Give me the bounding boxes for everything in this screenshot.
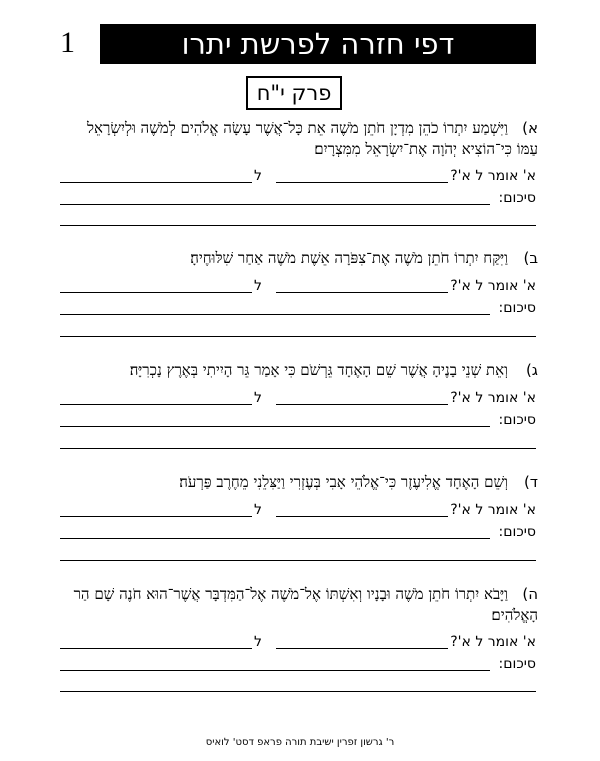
- answer-line-speaker[interactable]: [60, 648, 252, 649]
- page-title: דפי חזרה לפרשת יתרו: [100, 24, 536, 64]
- question-label: א' אומר ל א'?: [450, 502, 536, 518]
- footer-credit: ר' גרשון זפרין ישיבת תורה פראפ דסט' לואיס: [205, 737, 395, 748]
- question-label: א' אומר ל א'?: [450, 634, 536, 650]
- question-mid-word: ל: [254, 390, 262, 406]
- summary-line-1[interactable]: [60, 314, 490, 315]
- summary-line-1[interactable]: [60, 670, 490, 671]
- answer-line-speaker[interactable]: [60, 292, 252, 293]
- verse-text: [62, 360, 538, 381]
- verse-letter: ה): [522, 585, 538, 603]
- answer-line-listener[interactable]: [276, 648, 448, 649]
- summary-label: סיכום:: [498, 412, 536, 428]
- question-mid-word: ל: [254, 634, 262, 650]
- verse-text: [62, 118, 538, 160]
- question-mid-word: ל: [254, 168, 262, 184]
- verse-letter: ג): [525, 361, 538, 379]
- summary-line-2[interactable]: [60, 336, 536, 337]
- answer-line-listener[interactable]: [276, 292, 448, 293]
- question-label: א' אומר ל א'?: [450, 390, 536, 406]
- question-label: א' אומר ל א'?: [450, 168, 536, 184]
- question-row: [60, 390, 536, 410]
- verse-text: [62, 584, 538, 626]
- chapter-label: פרק י"ח: [246, 76, 342, 110]
- summary-label: סיכום:: [498, 300, 536, 316]
- summary-line-2[interactable]: [60, 691, 536, 692]
- answer-line-speaker[interactable]: [60, 182, 252, 183]
- verse-letter: ב): [523, 249, 538, 267]
- answer-line-listener[interactable]: [276, 404, 448, 405]
- summary-line-1[interactable]: [60, 538, 490, 539]
- verse-text: [62, 248, 538, 269]
- summary-line-2[interactable]: [60, 225, 536, 226]
- answer-line-speaker[interactable]: [60, 516, 252, 517]
- summary-line-2[interactable]: [60, 560, 536, 561]
- summary-label: סיכום:: [498, 524, 536, 540]
- question-row: [60, 634, 536, 654]
- verse-body: וְאֵת שְׁנֵי בָנֶיהָ אֲשֶׁר שֵׁם הָאֶחָד גֵּרְשֹׁם כִּי אָמַר גֵּר הָיִיתִי בְּאֶרֶץ נָכְרִיָּה׃: [129, 361, 508, 379]
- summary-line-2[interactable]: [60, 448, 536, 449]
- verse-body: וַיִּשְׁמַע יִתְרוֹ כֹהֵן מִדְיָן חֹתֵן מֹשֶׁה אֵת כָּל־אֲשֶׁר עָשָׂה אֱלֹהִים לְמֹשֶׁה וּלְיִשְׂרָאֵל עַמּוֹ כִּי־הוֹצִיא יְהֹוָה אֶת־יִשְׂרָאֵל מִמִּצְרָיִם׃: [87, 119, 538, 158]
- verse-body: וַיִּקַּח יִתְרוֹ חֹתֵן מֹשֶׁה אֶת־צִפֹּרָה אֵשֶׁת מֹשֶׁה אַחַר שִׁלּוּחֶיהָ׃: [190, 249, 508, 267]
- question-mid-word: ל: [254, 278, 262, 294]
- page-number: 1: [60, 26, 75, 59]
- question-mid-word: ל: [254, 502, 262, 518]
- verse-body: וַיָּבֹא יִתְרוֹ חֹתֵן מֹשֶׁה וּבָנָיו וְאִשְׁתּוֹ אֶל־מֹשֶׁה אֶל־הַמִּדְבָּר אֲשֶׁר־הוּא חֹנֶה שָׁם הַר הָאֱלֹהִים׃: [73, 585, 538, 624]
- verse-body: וְשֵׁם הָאֶחָד אֱלִיעֶזֶר כִּי־אֱלֹהֵי אָבִי בְּעֶזְרִי וַיַּצִּלֵנִי מֵחֶרֶב פַּרְעֹה׃: [179, 473, 508, 491]
- verse-letter: א): [522, 119, 538, 137]
- summary-label: סיכום:: [498, 190, 536, 206]
- question-row: [60, 278, 536, 298]
- summary-label: סיכום:: [498, 656, 536, 672]
- summary-line-1[interactable]: [60, 426, 490, 427]
- question-row: [60, 502, 536, 522]
- answer-line-listener[interactable]: [276, 516, 448, 517]
- verse-letter: ד): [523, 473, 538, 491]
- answer-line-listener[interactable]: [276, 182, 448, 183]
- answer-line-speaker[interactable]: [60, 404, 252, 405]
- question-label: א' אומר ל א'?: [450, 278, 536, 294]
- verse-text: [62, 472, 538, 493]
- summary-line-1[interactable]: [60, 204, 490, 205]
- question-row: [60, 168, 536, 188]
